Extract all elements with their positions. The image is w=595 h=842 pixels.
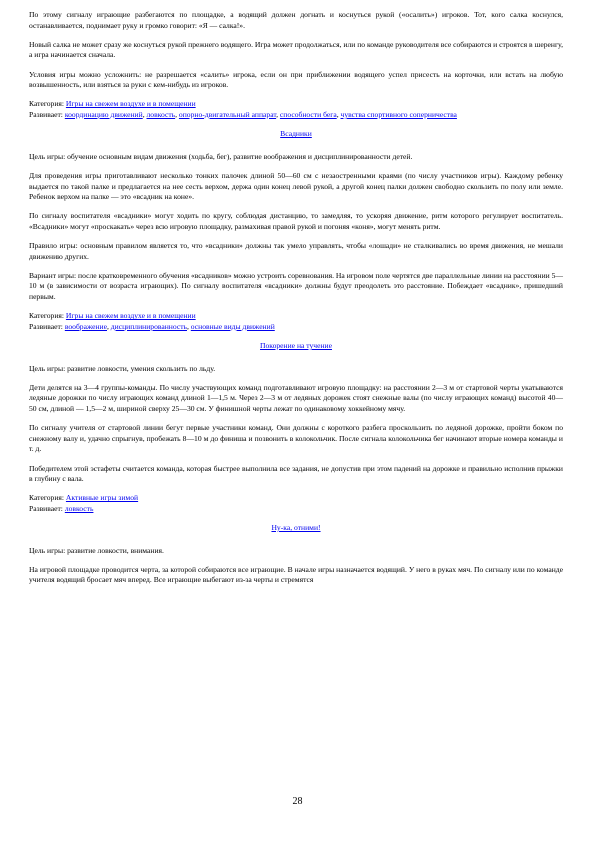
- develops-line: Развивает: воображение, дисциплинированность, основные виды движений: [29, 321, 275, 331]
- develops-line: Развивает: координацию движений, ловкость, опорно-двигательный аппарат, способности бега, чувства спортивного соперничества: [29, 109, 457, 119]
- category-label: Категория:: [29, 99, 65, 109]
- game-title-link[interactable]: Покорение на тучение: [260, 341, 332, 350]
- paragraph: Условия игры можно усложнить: не разрешается «салить» игрока, если он при приближении водящего успел присесть на корточки, или встать на любую возвышенность, или взяться за руки с кем-нибудь из игроков.: [29, 69, 563, 90]
- develops-line: [29, 504, 563, 515]
- paragraph: По сигналу учителя от стартовой линии бегут первые участники команд. Они должны с короткого разбега проскользить по ледяной дорожке, пройти боком по снежному валу и, удачно спрыгнув, пробежать 8—10 м до финиша и позвонить в колокольчик. После сигнала колокольчика бег начинают вторые номера команды и т. д.: [29, 423, 563, 454]
- paragraph: Победителем этой эстафеты считается команда, которая быстрее выполнила все задания, не допустив при этом падений на дорожке и правильно исполнив прыжки в глубину с вала.: [29, 463, 563, 484]
- skill-link[interactable]: опорно-двигательный аппарат: [178, 109, 277, 119]
- skill-link[interactable]: дисциплинированность: [110, 321, 187, 331]
- game-title-link[interactable]: Всадники: [280, 129, 312, 139]
- category-label: Категория:: [29, 493, 65, 503]
- goal-paragraph: Цель игры: развитие ловкости, внимания.: [29, 545, 164, 555]
- paragraph: Вариант игры: после кратковременного обучения «всадников» можно устроить соревнования. На игровом поле чертятся две параллельные линии на расстоянии 5—10 м (в зависимости от возраста играющих). По сигналу воспитателя «всадники» должны будут преодолеть это расстояние. Побеждает «всадник», пришедший первым.: [29, 270, 563, 302]
- category-link[interactable]: Активные игры зимой: [65, 493, 139, 503]
- category-link[interactable]: Игры на свежем воздухе и в помещении: [65, 311, 196, 321]
- skill-link[interactable]: основные виды движений: [190, 321, 275, 331]
- paragraph: Для проведения игры приготавливают несколько тонких палочек длиной 50—60 см с незаостренными краями (по числу участников игры). Каждому ребенку выдается по такой палке и предлагается на нее сесть верхом, держа один конец левой рукой, а другой конец палки должен свободно скользить по полу или земле. Ребенок верхом на палке — это «всадник на коне».: [29, 170, 563, 202]
- paragraph: На игровой площадке проводится черта, за которой собираются все играющие. В начале игры назначается водящий. У него в руках мяч. По сигналу или по команде учителя водящий бросает мяч вперед. Все играющие выбегают из-за черты и стремятся: [29, 564, 563, 585]
- skill-link[interactable]: способности бега: [279, 109, 337, 119]
- game-title-link[interactable]: Ну-ка, отними!: [271, 523, 321, 533]
- skill-link[interactable]: чувства спортивного соперничества: [340, 109, 457, 119]
- develops-label: Развивает:: [29, 321, 63, 331]
- paragraph: Правило игры: основным правилом является то, что «всадники» должны так умело управлять, чтобы «лошади» не сталкивались во время движения, не мешали движению других.: [29, 241, 563, 261]
- develops-label: Развивает:: [29, 109, 63, 119]
- page-number: 28: [292, 796, 303, 807]
- paragraph: По сигналу воспитателя «всадники» могут ходить по кругу, соблюдая дистанцию, то замедляя, то ускоряя движение, ритм которого регулирует воспитатель. «Всадники» могут «проскакать» через всю игровую площадку, размахивая правой рукой и погоняя «коня», могут менять ритм.: [29, 211, 563, 231]
- goal-paragraph: Цель игры: развитие ловкости, умения скользить по льду.: [29, 363, 216, 373]
- skill-link[interactable]: воображение: [64, 321, 107, 331]
- game-title: [29, 129, 563, 140]
- paragraph: Дети делятся на 3—4 группы-команды. По числу участвующих команд подготавливают игровую площадку: на расстоянии 2—3 м от стартовой черты укатываются ледяные дорожки по числу играющих команд длиной 1—1,5 м. Через 2—3 м от ледяных дорожек стоят снежные валы (по числу играющих команд) высотой 40— 50 см, длиной — 1,5—2 м, шириной сверху 25—30 см. У финишной черты лежат по одинаковому хоккейному мячу.: [29, 382, 563, 413]
- category-link[interactable]: Игры на свежем воздухе и в помещении: [65, 99, 196, 109]
- skill-link[interactable]: ловкость: [146, 109, 176, 119]
- skill-link[interactable]: координацию движений: [64, 109, 143, 119]
- category-line: [29, 493, 563, 504]
- category-line: [29, 311, 563, 322]
- document-page: [29, 10, 563, 586]
- category-line: [29, 99, 563, 110]
- goal-paragraph: Цель игры: обучение основным видам движения (ходьба, бег), развитие воображения и дисциплинированности детей.: [29, 151, 413, 161]
- paragraph: По этому сигналу играющие разбегаются по площадке, а водящий должен догнать и коснуться рукой («осалить») игроков. Тот, кого салка коснулся, останавливается, поднимает руку и громко говорит: «Я — салка!».: [29, 10, 563, 30]
- skill-link[interactable]: ловкость: [64, 503, 94, 513]
- category-label: Категория:: [29, 311, 65, 321]
- paragraph: Новый салка не может сразу же коснуться рукой прежнего водящего. Игра может продолжаться, или по команде руководителя все собираются и строятся в шеренгу, а игра начинается сначала.: [29, 39, 563, 60]
- game-title: [29, 523, 563, 534]
- develops-label: Развивает:: [29, 503, 63, 513]
- game-title: [29, 341, 563, 352]
